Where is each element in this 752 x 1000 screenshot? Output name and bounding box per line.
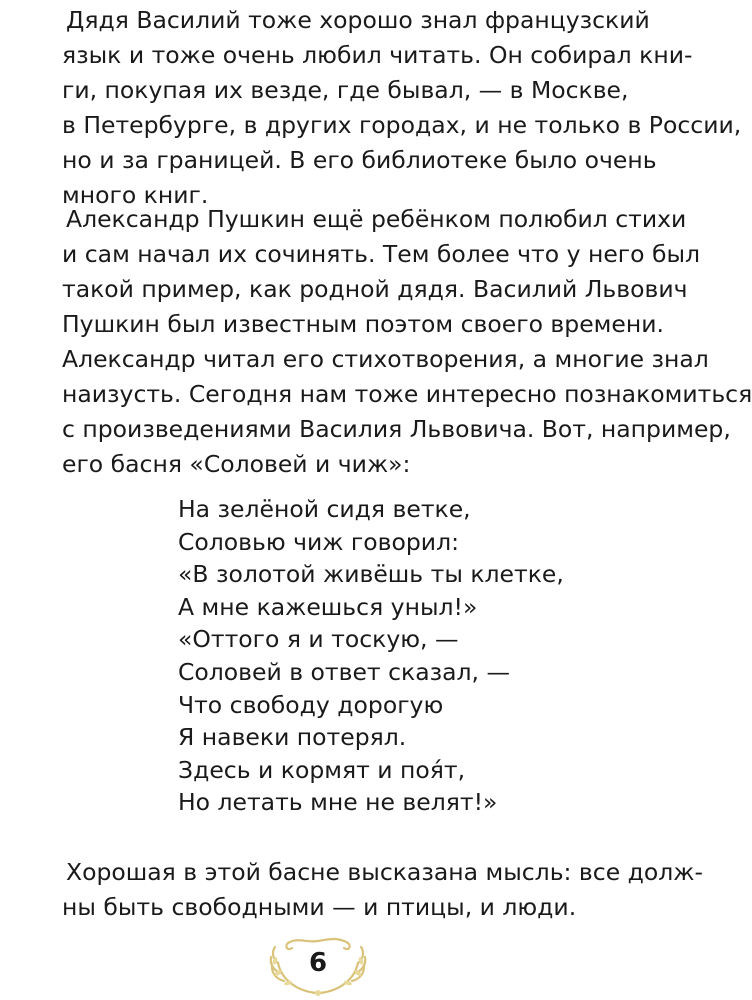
poem-line: Соловей в ответ сказал, — bbox=[178, 657, 510, 686]
text-line: ны быть свободными — и птицы, и люди. bbox=[62, 893, 577, 921]
text-line: Александр читал его стихотворения, а многие знал bbox=[62, 345, 709, 373]
text-line: Хорошая в этой басне высказана мысль: все долж- bbox=[66, 858, 703, 886]
poem-line: На зелёной сидя ветке, bbox=[178, 495, 471, 523]
paragraph-pushkin-poetry bbox=[62, 202, 752, 482]
page-number-ornament bbox=[258, 933, 378, 999]
poem-line: «В золотой живёшь ты клетке, bbox=[178, 560, 564, 589]
poem-line: Но летать мне не велят!» bbox=[178, 788, 498, 817]
poem-line: Что свободу дорогую bbox=[178, 690, 444, 719]
page-number: 6 bbox=[308, 948, 328, 978]
text-line: в Петербурге, в других городах, и не только в России, bbox=[62, 111, 742, 139]
text-line: Дядя Василий тоже хорошо знал французский bbox=[66, 6, 650, 34]
poem-line: Соловью чиж говорил: bbox=[178, 527, 460, 556]
text-line: с произведениями Василия Львовича. Вот, например, bbox=[62, 415, 731, 443]
text-line: но и за границей. В его библиотеке было очень bbox=[62, 146, 657, 174]
poem-line: Я навеки потерял. bbox=[178, 723, 407, 752]
text-line: ги, покупая их везде, где бывал, — в Москве, bbox=[62, 76, 629, 104]
poem-line: А мне кажешься уныл!» bbox=[178, 592, 478, 621]
poem-line: «Оттого я и тоскую, — bbox=[178, 625, 459, 654]
text-line: Пушкин был известным поэтом своего времени. bbox=[62, 310, 664, 338]
fable-poem bbox=[178, 493, 564, 819]
text-line: много книг. bbox=[62, 181, 209, 209]
text-line: Александр Пушкин ещё ребёнком полюбил стихи bbox=[66, 205, 687, 233]
paragraph-conclusion bbox=[62, 855, 703, 925]
paragraph-uncle-vasily bbox=[62, 3, 742, 213]
text-line: и сам начал их сочинять. Тем более что у него был bbox=[62, 240, 701, 268]
text-line: наизусть. Сегодня нам тоже интересно познакомиться bbox=[62, 380, 752, 408]
text-line: язык и тоже очень любил читать. Он собирал кни- bbox=[62, 41, 693, 69]
text-line: такой пример, как родной дядя. Василий Львович bbox=[62, 275, 688, 303]
text-line: его басня «Соловей и чиж»: bbox=[62, 450, 411, 478]
poem-line: Здесь и кормят и поя́т, bbox=[178, 755, 466, 784]
